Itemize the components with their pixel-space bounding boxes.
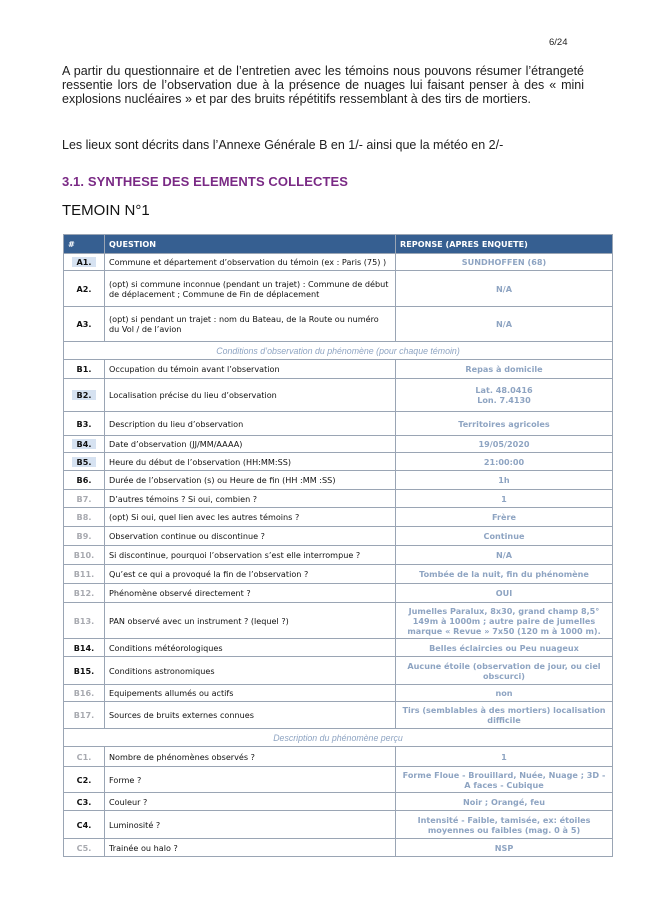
row-answer: 21:00:00	[396, 453, 613, 471]
table-row	[64, 793, 613, 811]
row-id-cell	[64, 471, 105, 490]
row-id: C1.	[76, 751, 92, 762]
row-answer: 19/05/2020	[396, 436, 613, 453]
row-id: B7.	[76, 493, 92, 504]
places-paragraph: Les lieux sont décrits dans l’Annexe Générale B en 1/- ainsi que la météo en 2/-	[62, 138, 504, 152]
table-row	[64, 657, 613, 685]
row-question: Forme ?	[105, 767, 396, 793]
row-question: Observation continue ou discontinue ?	[105, 527, 396, 546]
table-body	[64, 254, 613, 857]
row-answer: non	[396, 685, 613, 702]
row-answer: SUNDHOFFEN (68)	[396, 254, 613, 271]
row-question: Heure du début de l’observation (HH:MM:SS)	[105, 453, 396, 471]
table-section-row	[64, 342, 613, 360]
row-question: Phénomène observé directement ?	[105, 584, 396, 603]
table-row	[64, 453, 613, 471]
row-question: Localisation précise du lieu d’observation	[105, 379, 396, 412]
table-row	[64, 471, 613, 490]
page-number: 6/24	[549, 37, 568, 48]
row-id-cell	[64, 271, 105, 307]
row-answer: Continue	[396, 527, 613, 546]
row-id: B4.	[72, 439, 97, 449]
row-id: C2.	[76, 774, 92, 785]
row-id: C5.	[76, 842, 92, 853]
row-id: B1.	[76, 364, 92, 374]
row-id-cell	[64, 436, 105, 453]
row-question: Luminosité ?	[105, 811, 396, 839]
row-answer: Intensité - Faible, tamisée, ex: étoiles moyennes ou faibles (mag. 0 à 5)	[396, 811, 613, 839]
row-id: B17.	[73, 710, 95, 720]
row-id-cell	[64, 412, 105, 436]
row-id-cell	[64, 508, 105, 527]
row-id-cell	[64, 527, 105, 546]
row-question: Occupation du témoin avant l’observation	[105, 360, 396, 379]
table-row	[64, 811, 613, 839]
table-row	[64, 254, 613, 271]
row-answer: 1	[396, 490, 613, 508]
row-id-cell	[64, 639, 105, 657]
row-question: Conditions météorologiques	[105, 639, 396, 657]
table-row	[64, 639, 613, 657]
row-answer: Noir ; Orangé, feu	[396, 793, 613, 811]
intro-paragraph: A partir du questionnaire et de l’entretien avec les témoins nous pouvons résumer l’étrangeté ressentie lors de l’observation due à la présence de nuages lui faisant penser à des « mini explosions nucléaires » et par des bruits répétitifs ressemblant à des tirs de mortiers.	[62, 64, 584, 106]
row-answer: Tombée de la nuit, fin du phénomène	[396, 565, 613, 584]
row-answer: N/A	[396, 546, 613, 565]
section-label: Description du phénomène perçu	[64, 729, 613, 747]
row-id-cell	[64, 546, 105, 565]
row-id: B8.	[76, 512, 92, 522]
row-answer: Forme Floue - Brouillard, Nuée, Nuage ; 3D - A faces - Cubique	[396, 767, 613, 793]
table-row	[64, 584, 613, 603]
row-answer: Belles éclaircies ou Peu nuageux	[396, 639, 613, 657]
section-title: SYNTHESE DES ELEMENTS COLLECTES	[87, 174, 349, 189]
row-id: B14.	[73, 642, 95, 653]
table-row	[64, 307, 613, 342]
row-id: A1.	[72, 257, 97, 267]
row-answer: Repas à domicile	[396, 360, 613, 379]
table-row	[64, 412, 613, 436]
table-row	[64, 527, 613, 546]
table-row	[64, 360, 613, 379]
synthesis-table	[63, 234, 613, 857]
row-id: A3.	[76, 319, 92, 329]
row-id: B10.	[73, 550, 95, 560]
row-id-cell	[64, 453, 105, 471]
header-question: QUESTION	[105, 235, 396, 254]
table-row	[64, 747, 613, 767]
table-row	[64, 436, 613, 453]
row-id: B11.	[73, 569, 95, 579]
row-answer: N/A	[396, 307, 613, 342]
row-question: Description du lieu d’observation	[105, 412, 396, 436]
section-label: Conditions d’observation du phénomène (pour chaque témoin)	[64, 342, 613, 360]
row-id-cell	[64, 379, 105, 412]
row-question: Couleur ?	[105, 793, 396, 811]
header-answer: REPONSE (APRES ENQUETE)	[396, 235, 613, 254]
row-id: B13.	[73, 615, 95, 626]
row-id-cell	[64, 702, 105, 729]
row-id-cell	[64, 584, 105, 603]
row-question: Date d’observation (JJ/MM/AAAA)	[105, 436, 396, 453]
table-section-row	[64, 729, 613, 747]
table-row	[64, 565, 613, 584]
row-answer: Territoires agricoles	[396, 412, 613, 436]
table-row	[64, 271, 613, 307]
section-number: 3.1.	[62, 174, 85, 189]
row-answer: NSP	[396, 839, 613, 857]
row-id-cell	[64, 603, 105, 639]
table-row	[64, 603, 613, 639]
row-question: Sources de bruits externes connues	[105, 702, 396, 729]
row-question: Durée de l’observation (s) ou Heure de fin (HH :MM :SS)	[105, 471, 396, 490]
table-row	[64, 546, 613, 565]
row-question: Equipements allumés ou actifs	[105, 685, 396, 702]
row-answer: Aucune étoile (observation de jour, ou ciel obscurci)	[396, 657, 613, 685]
row-id: B15.	[73, 665, 95, 676]
table-row	[64, 702, 613, 729]
table-row	[64, 508, 613, 527]
row-question: Nombre de phénomènes observés ?	[105, 747, 396, 767]
row-question: Trainée ou halo ?	[105, 839, 396, 857]
row-id: C4.	[76, 819, 92, 830]
header-id: #	[64, 235, 105, 254]
row-answer: Lat. 48.0416 Lon. 7.4130	[396, 379, 613, 412]
table-row	[64, 685, 613, 702]
row-id-cell	[64, 811, 105, 839]
row-id: A2.	[76, 283, 92, 294]
row-id-cell	[64, 657, 105, 685]
row-id-cell	[64, 307, 105, 342]
row-id: B2.	[72, 390, 97, 400]
row-id-cell	[64, 839, 105, 857]
row-answer: Tirs (semblables à des mortiers) localisation difficile	[396, 702, 613, 729]
row-id-cell	[64, 747, 105, 767]
row-question: (opt) si commune inconnue (pendant un trajet) : Commune de début de déplacement ; Commune de Fin de déplacement	[105, 271, 396, 307]
row-id-cell	[64, 490, 105, 508]
row-id-cell	[64, 360, 105, 379]
table-row	[64, 767, 613, 793]
row-id-cell	[64, 767, 105, 793]
table-header-row	[64, 235, 613, 254]
table-row	[64, 379, 613, 412]
row-question: (opt) si pendant un trajet : nom du Bateau, de la Route ou numéro du Vol / de l’avion	[105, 307, 396, 342]
row-id: C3.	[76, 796, 92, 807]
row-id: B12.	[73, 588, 95, 598]
row-id: B3.	[76, 418, 92, 429]
table-row	[64, 490, 613, 508]
row-id: B16.	[73, 688, 95, 698]
section-heading	[62, 174, 348, 189]
row-answer: 1	[396, 747, 613, 767]
table-row	[64, 839, 613, 857]
row-id-cell	[64, 254, 105, 271]
row-question: PAN observé avec un instrument ? (lequel ?)	[105, 603, 396, 639]
row-answer: 1h	[396, 471, 613, 490]
row-question: Qu’est ce qui a provoqué la fin de l’observation ?	[105, 565, 396, 584]
row-id-cell	[64, 793, 105, 811]
row-answer: OUI	[396, 584, 613, 603]
row-id-cell	[64, 565, 105, 584]
row-question: Conditions astronomiques	[105, 657, 396, 685]
witness-title: TEMOIN N°1	[62, 202, 150, 219]
row-question: D’autres témoins ? Si oui, combien ?	[105, 490, 396, 508]
row-id: B5.	[72, 457, 97, 467]
row-answer: N/A	[396, 271, 613, 307]
row-question: (opt) Si oui, quel lien avec les autres témoins ?	[105, 508, 396, 527]
row-question: Commune et département d’observation du témoin (ex : Paris (75) )	[105, 254, 396, 271]
row-question: Si discontinue, pourquoi l’observation s’est elle interrompue ?	[105, 546, 396, 565]
row-id: B6.	[76, 475, 92, 485]
row-id: B9.	[76, 531, 92, 541]
row-id-cell	[64, 685, 105, 702]
row-answer: Jumelles Paralux, 8x30, grand champ 8,5° 149m à 1000m ; autre paire de jumelles marque « Revue » 7x50 (120 m à 1000 m).	[396, 603, 613, 639]
row-answer: Frère	[396, 508, 613, 527]
